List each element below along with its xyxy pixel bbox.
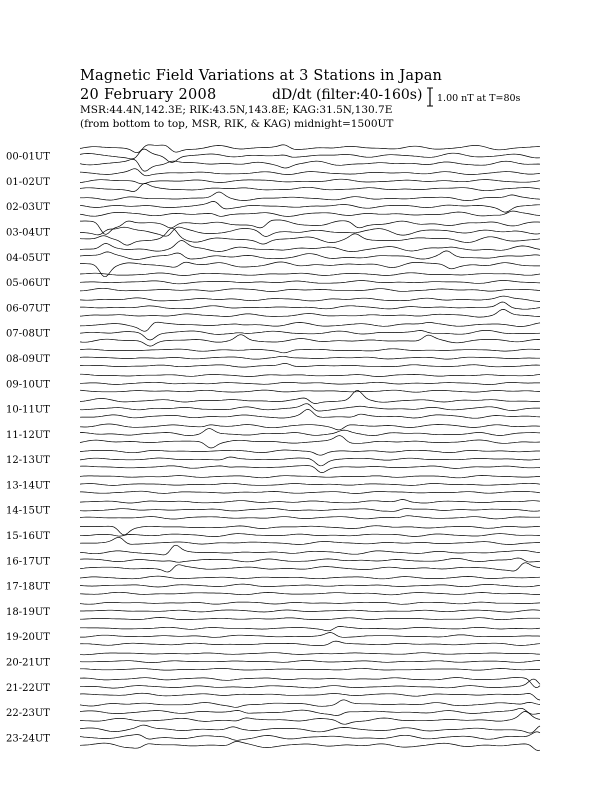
trace-msr [80,309,540,317]
trace-rik [80,227,540,236]
trace-msr [80,184,540,192]
trace-kag [80,653,540,655]
station-order-note: (from bottom to top, MSR, RIK, & KAG) midnight=1500UT [80,118,394,130]
trace-msr [80,409,540,418]
trace-kag [80,296,540,301]
trace-msr [80,516,540,519]
trace-msr [80,693,540,700]
trace-kag [80,374,540,376]
row-label: 16-17UT [6,556,50,568]
row-label: 18-19UT [6,606,50,618]
row-label: 07-08UT [6,328,50,340]
trace-rik [80,679,540,688]
trace-kag [80,450,540,455]
trace-msr [80,363,540,367]
trace-rik [80,558,540,562]
row-label: 11-12UT [6,429,50,441]
scale-bar-label: 1.00 nT at T=80s [437,93,521,104]
chart-title: Magnetic Field Variations at 3 Stations in Japan [80,68,443,84]
trace-msr [80,211,540,216]
trace-kag [80,349,540,353]
row-label: 19-20UT [6,632,50,644]
trace-rik [80,201,540,212]
trace-msr [80,466,540,473]
trace-msr [80,742,540,751]
trace-msr [80,335,540,346]
trace-kag [80,476,540,478]
row-label: 17-18UT [6,581,50,593]
chart-quantity: dD/dt (filter:40-160s) [272,87,423,103]
trace-kag [80,273,540,276]
trace-msr [80,537,540,544]
trace-kag [80,725,540,733]
trace-rik [80,149,540,163]
trace-msr [80,668,540,670]
trace-kag [80,700,540,708]
trace-kag [80,576,540,579]
trace-rik [80,509,540,512]
row-label: 09-10UT [6,379,50,391]
trace-kag [80,526,540,535]
row-label: 14-15UT [6,505,50,517]
trace-kag [80,626,540,630]
row-label: 12-13UT [6,455,50,467]
trace-rik [80,661,540,663]
hour-rows [6,145,540,751]
row-label: 23-24UT [6,733,50,745]
trace-rik [80,179,540,184]
row-label: 03-04UT [6,227,50,239]
trace-kag [80,602,540,604]
trace-rik [80,457,540,466]
trace-rik [80,483,540,485]
trace-kag [80,500,540,504]
chart-date: 20 February 2008 [80,87,217,103]
trace-msr [80,288,540,291]
trace-rik [80,302,540,309]
trace-msr [80,491,540,493]
row-label: 21-22UT [6,682,50,694]
row-label: 22-23UT [6,708,50,720]
trace-rik [80,429,540,436]
trace-kag [80,169,540,176]
trace-msr [80,563,540,572]
station-coordinates: MSR:44.4N,142.3E; RIK:43.5N,143.8E; KAG:31.5N,130.7E [80,104,393,116]
row-label: 10-11UT [6,404,50,416]
trace-rik [80,281,540,284]
trace-msr [80,159,540,171]
trace-kag [80,192,540,201]
trace-rik [80,382,540,384]
trace-rik [80,534,540,537]
row-label: 06-07UT [6,303,50,315]
trace-msr [80,592,540,595]
row-label: 00-01UT [6,151,50,163]
trace-rik [80,584,540,587]
trace-rik [80,610,540,612]
trace-msr [80,390,540,392]
trace-msr [80,436,540,448]
trace-rik [80,356,540,359]
row-label: 08-09UT [6,353,50,365]
trace-rik [80,330,540,340]
trace-rik [80,251,540,260]
row-label: 13-14UT [6,480,50,492]
row-label: 20-21UT [6,657,50,669]
trace-rik [80,732,540,740]
row-label: 02-03UT [6,202,50,214]
row-label: 04-05UT [6,252,50,264]
trace-msr [80,617,540,619]
trace-rik [80,708,540,715]
row-label: 01-02UT [6,176,50,188]
trace-kag [80,424,540,430]
trace-kag [80,322,540,331]
scale-bar [427,88,433,106]
trace-rik [80,633,540,638]
row-label: 15-16UT [6,531,50,543]
row-label: 05-06UT [6,278,50,290]
trace-kag [80,545,540,555]
trace-msr [80,641,540,645]
